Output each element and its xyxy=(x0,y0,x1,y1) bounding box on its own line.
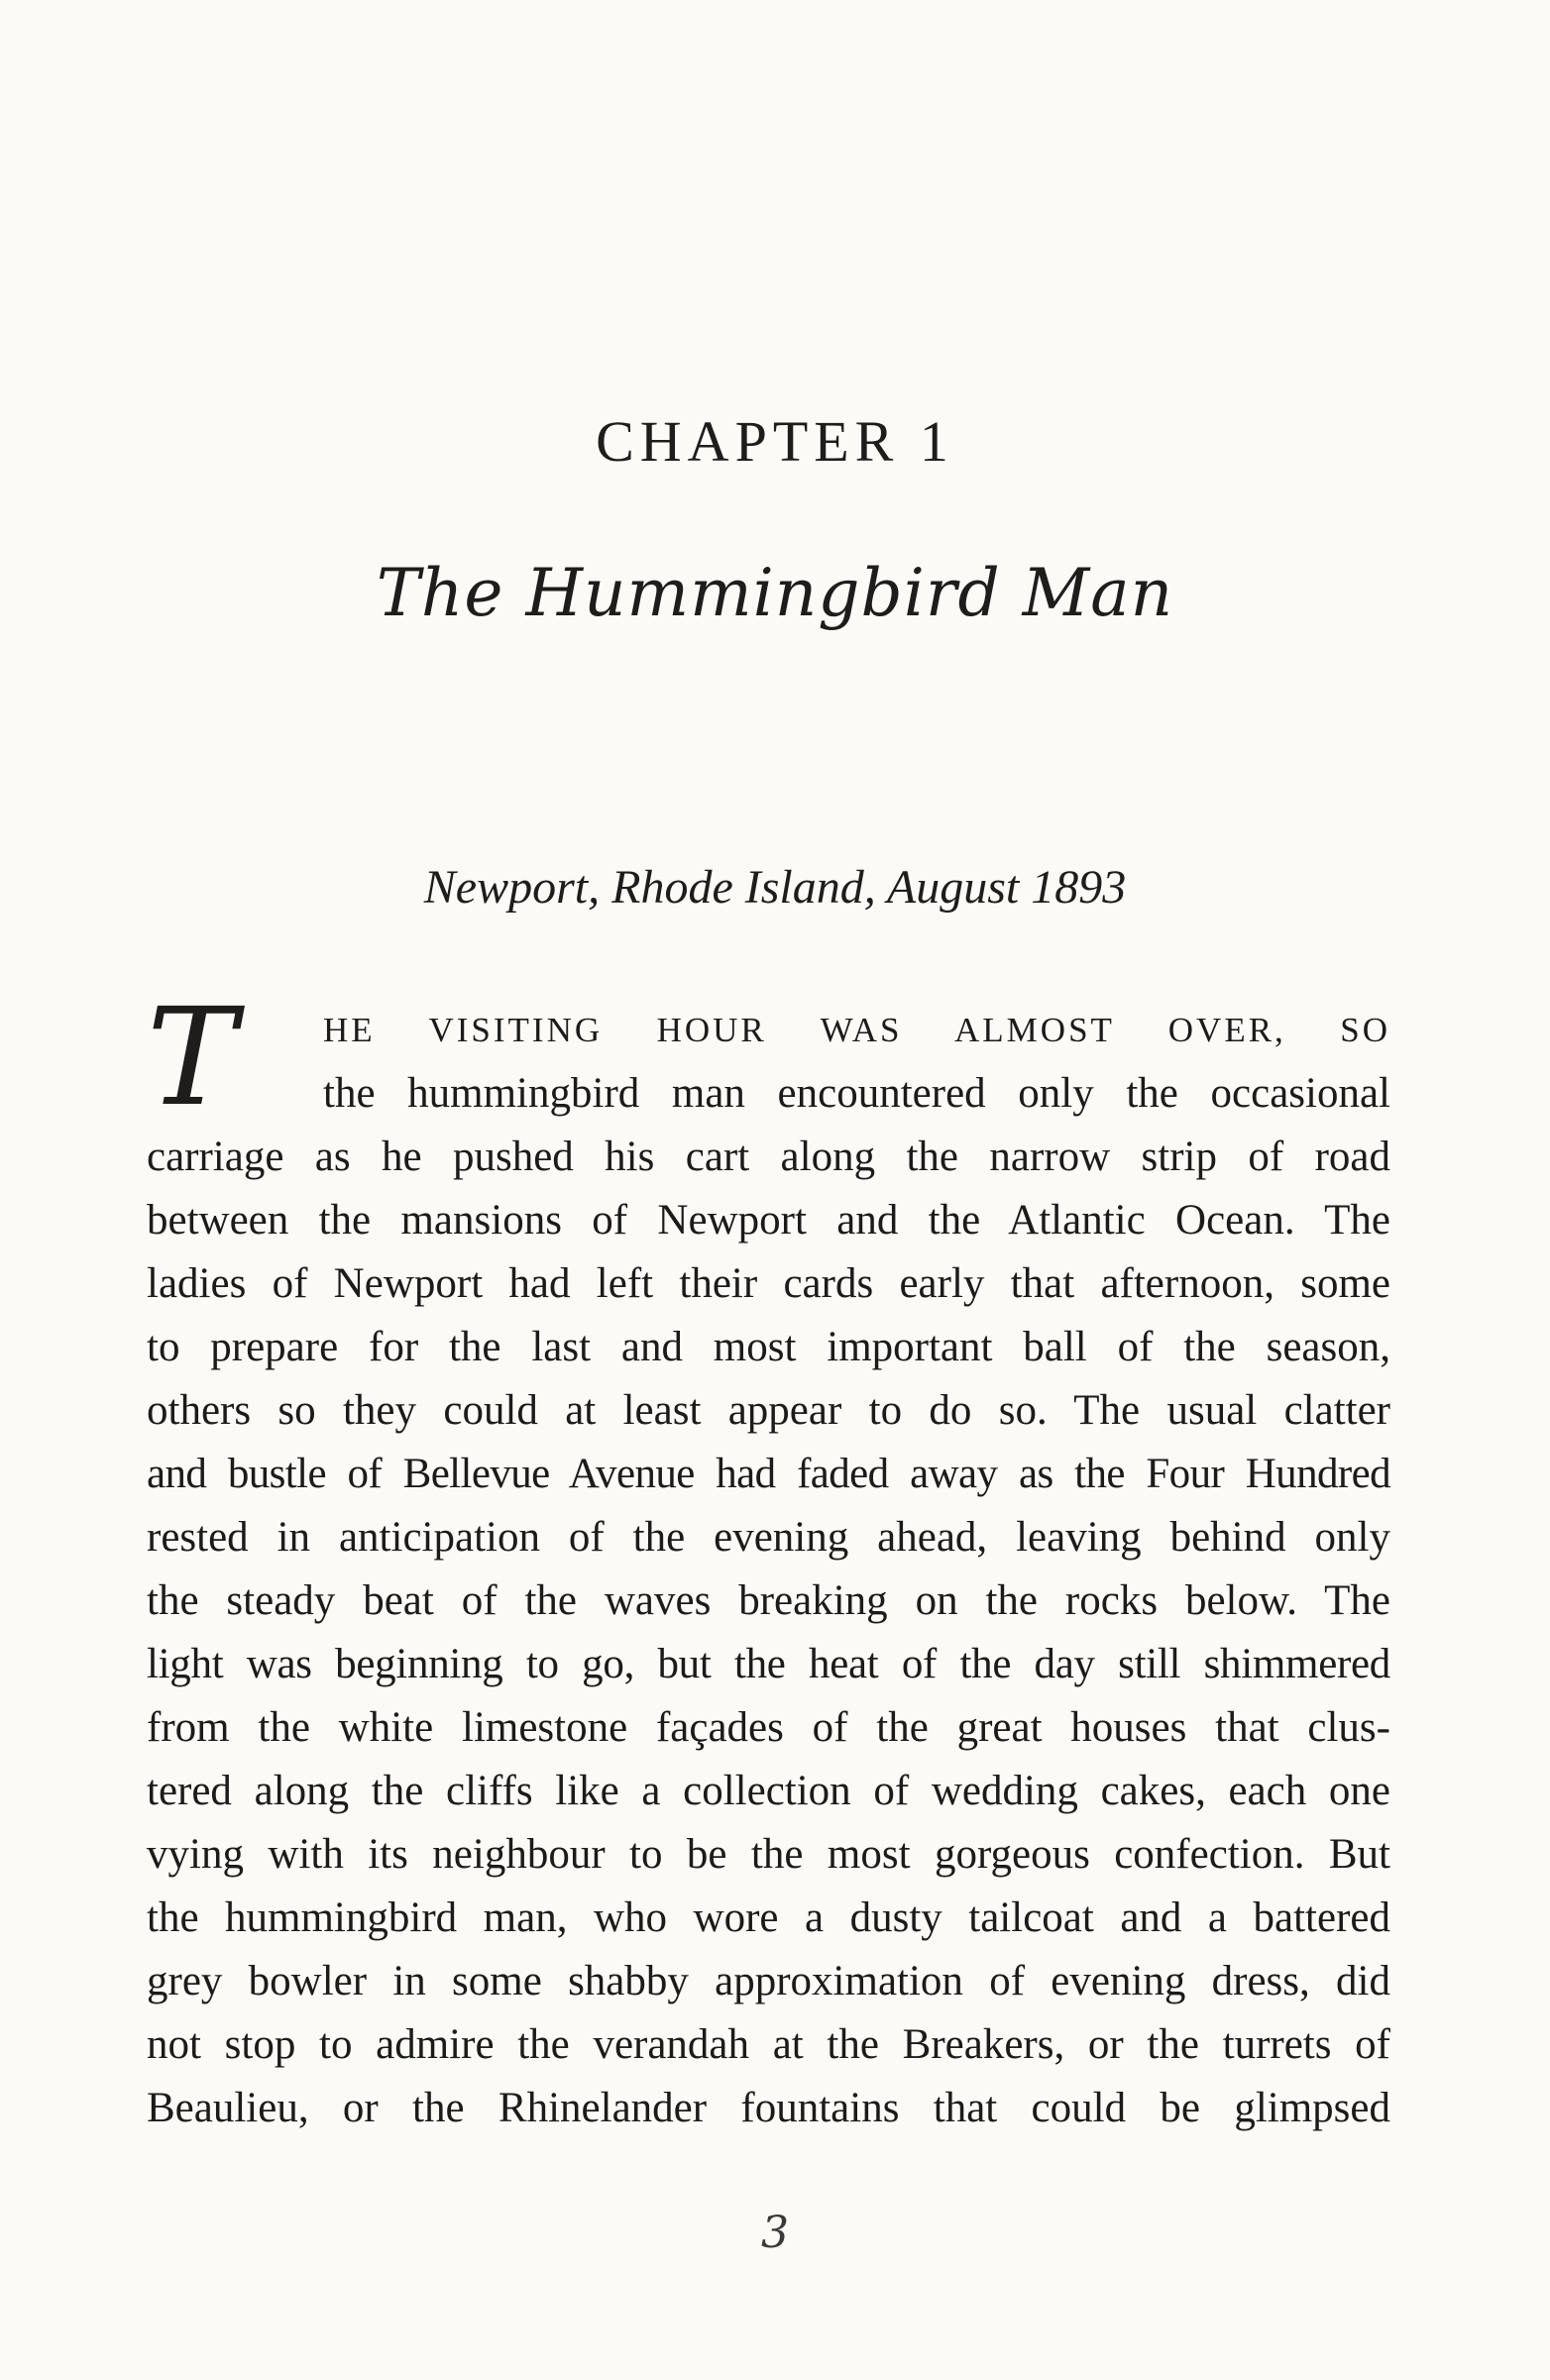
text-line: rested in anticipation of the evening ahead, leaving behind only xyxy=(147,1514,1390,1561)
text-line: others so they could at least appear to do so. The usual clatter xyxy=(147,1387,1390,1434)
chapter-label: CHAPTER 1 xyxy=(596,409,954,474)
text-line: the hummingbird man encountered only the occasional xyxy=(323,1070,1390,1117)
text-line: tered along the cliffs like a collection of wedding cakes, each one xyxy=(147,1768,1390,1814)
text-line: carriage as he pushed his cart along the narrow strip of road xyxy=(147,1134,1390,1180)
text-line: grey bowler in some shabby approximation of evening dress, did xyxy=(147,1958,1390,2004)
text-line: light was beginning to go, but the heat of the day still shimmered xyxy=(147,1641,1390,1687)
text-line: vying with its neighbour to be the most gorgeous confection. But xyxy=(147,1831,1390,1878)
text-line: Beaulieu, or the Rhinelander fountains that could be glimpsed xyxy=(147,2085,1390,2131)
text-line: the steady beat of the waves breaking on the rocks below. The xyxy=(147,1577,1390,1624)
text-line: ladies of Newport had left their cards early that afternoon, some xyxy=(147,1260,1390,1307)
text-line: the hummingbird man, who wore a dusty tailcoat and a battered xyxy=(147,1894,1390,1941)
text-line: to prepare for the last and most important ball of the season, xyxy=(147,1324,1390,1370)
text-line: not stop to admire the verandah at the Breakers, or the turrets of xyxy=(147,2021,1390,2068)
page-number: 3 xyxy=(761,2208,789,2258)
text-line: HE VISITING HOUR WAS ALMOST OVER, SO xyxy=(323,1011,1390,1049)
text-line: from the white limestone façades of the great houses that clus- xyxy=(147,1704,1390,1751)
body-text xyxy=(147,999,1390,2140)
dateline: Newport, Rhode Island, August 1893 xyxy=(423,861,1127,914)
drop-cap: T xyxy=(147,980,237,1136)
text-line: between the mansions of Newport and the Atlantic Ocean. The xyxy=(147,1197,1390,1244)
chapter-title: The Hummingbird Man xyxy=(376,555,1174,631)
text-line: and bustle of Bellevue Avenue had faded away as the Four Hundred xyxy=(147,1451,1390,1497)
